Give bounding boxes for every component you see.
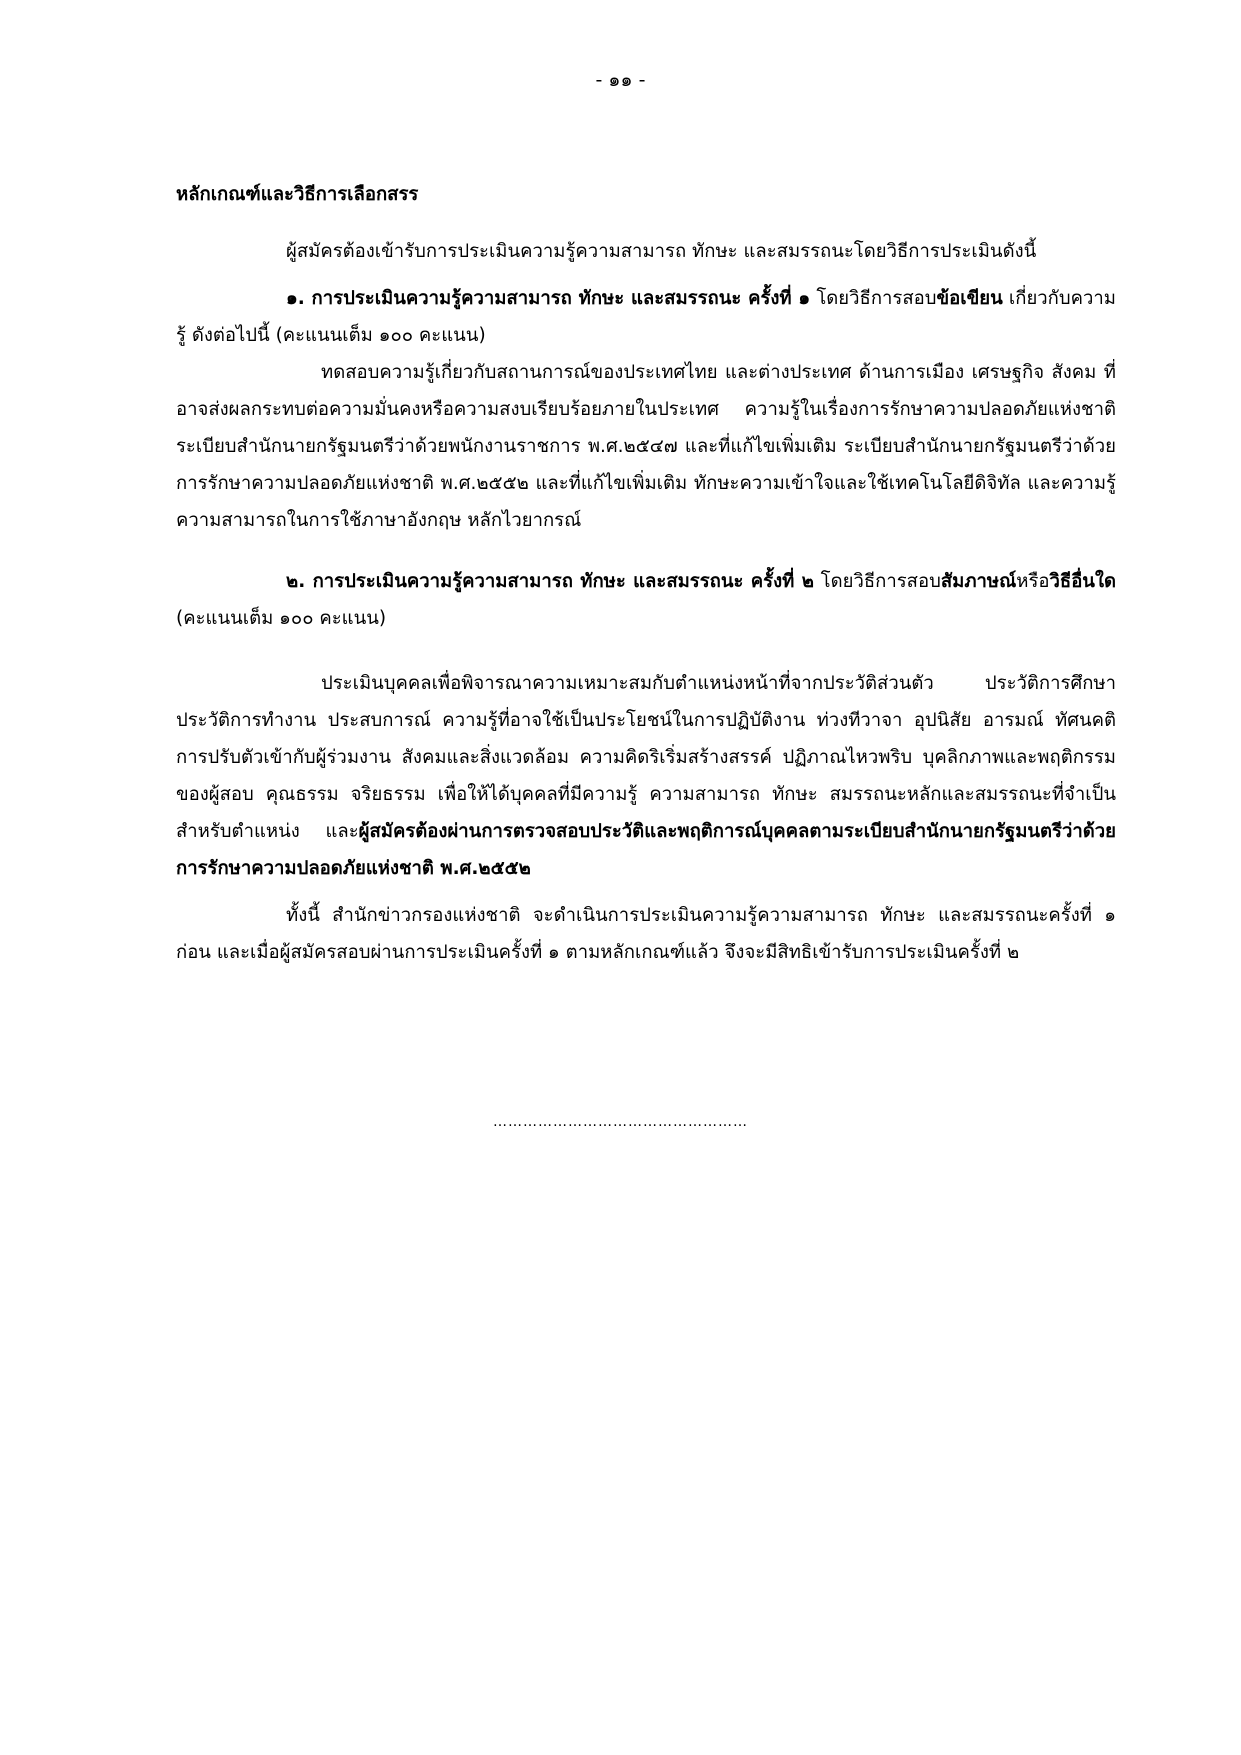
section1-method-prefix: โดยวิธีการสอบ xyxy=(810,288,937,309)
section1-body: ทดสอบความรู้เกี่ยวกับสถานการณ์ของประเทศไทย และต่างประเทศ ด้านการเมือง เศรษฐกิจ สังคม ที่อาจส่งผลกระทบต่อความมั่นคงหรือความสงบเรียบร้อยภายในประเทศ ความรู้ในเรื่องการรักษาความปลอดภัยแห่งชาติ ระเบียบสำนักนายกรัฐมนตรีว่าด้วยพนักงานราชการ พ.ศ.๒๕๔๗ และที่แก้ไขเพิ่มเติม ระเบียบสำนักนายกรัฐมนตรีว่าด้วยการรักษาความปลอดภัยแห่งชาติ พ.ศ.๒๕๕๒ และที่แก้ไขเพิ่มเติม ทักษะความเข้าใจและใช้เทคโนโลยีดิจิทัล และความรู้ความสามารถในการใช้ภาษาอังกฤษ หลักไวยากรณ์ xyxy=(176,362,1116,531)
end-marker: …………………………………………… xyxy=(493,1114,748,1130)
section1-title-paragraph xyxy=(176,280,1116,354)
document-body xyxy=(176,176,1116,971)
section2-title: ๒. การประเมินความรู้ความสามารถ ทักษะ และสมรรถนะ ครั้งที่ ๒ xyxy=(286,571,814,592)
section2-body-text: ประเมินบุคคลเพื่อพิจารณาความเหมาะสมกับตำแหน่งหน้าที่จากประวัติส่วนตัว ประวัติการศึกษา ประวัติการทำงาน ประสบการณ์ ความรู้ที่อาจใช้เป็นประโยชน์ในการปฏิบัติงาน ท่วงทีวาจา อุปนิสัย อารมณ์ ทัศนคติ การปรับตัวเข้ากับผู้ร่วมงาน สังคมและสิ่งแวดล้อม ความคิดริเริ่มสร้างสรรค์ ปฏิภาณไหวพริบ บุคลิกภาพและพฤติกรรมของผู้สอบ คุณธรรม จริยธรรม เพื่อให้ได้บุคคลที่มีความรู้ ความสามารถ ทักษะ สมรรถนะหลักและสมรรถนะที่จำเป็นสำหรับตำแหน่ง และ xyxy=(176,673,1116,842)
section2-method-mid: หรือ xyxy=(1016,571,1050,592)
section2-title-paragraph xyxy=(176,563,1116,637)
intro-paragraph: ผู้สมัครต้องเข้ารับการประเมินความรู้ความสามารถ ทักษะ และสมรรถนะโดยวิธีการประเมินดังนี้ xyxy=(286,241,1037,262)
section1-method-suffix: เกี่ยวกับความรู้ ดังต่อไปนี้ (คะแนนเต็ม ๑๐๐ คะแนน) xyxy=(176,288,1116,346)
section1-title: ๑. การประเมินความรู้ความสามารถ ทักษะ และสมรรถนะ ครั้งที่ ๑ xyxy=(286,288,811,309)
section-heading: หลักเกณฑ์และวิธีการเลือกสรร xyxy=(176,184,419,205)
page-number: - ๑๑ - xyxy=(595,69,646,91)
closing-paragraph: ทั้งนี้ สำนักข่าวกรองแห่งชาติ จะดำเนินการประเมินความรู้ความสามารถ ทักษะ และสมรรถนะครั้งที่ ๑ ก่อน และเมื่อผู้สมัครสอบผ่านการประเมินครั้งที่ ๑ ตามหลักเกณฑ์แล้ว จึงจะมีสิทธิเข้ารับการประเมินครั้งที่ ๒ xyxy=(176,905,1116,963)
section2-body-bold: ผู้สมัครต้องผ่านการตรวจสอบประวัติและพฤติการณ์บุคคลตามระเบียบสำนักนายกรัฐมนตรีว่าด้วยการรักษาความปลอดภัยแห่งชาติ พ.ศ.๒๕๕๒ xyxy=(176,821,1116,879)
section2-method-prefix: โดยวิธีการสอบ xyxy=(813,571,941,592)
section2-method-interview: สัมภาษณ์ xyxy=(940,571,1017,592)
section2-method-other: วิธีอื่นใด xyxy=(1049,571,1116,592)
section1-method-written: ข้อเขียน xyxy=(936,288,1003,309)
section2-method-suffix: (คะแนนเต็ม ๑๐๐ คะแนน) xyxy=(176,608,387,629)
section2-body xyxy=(176,665,1116,887)
